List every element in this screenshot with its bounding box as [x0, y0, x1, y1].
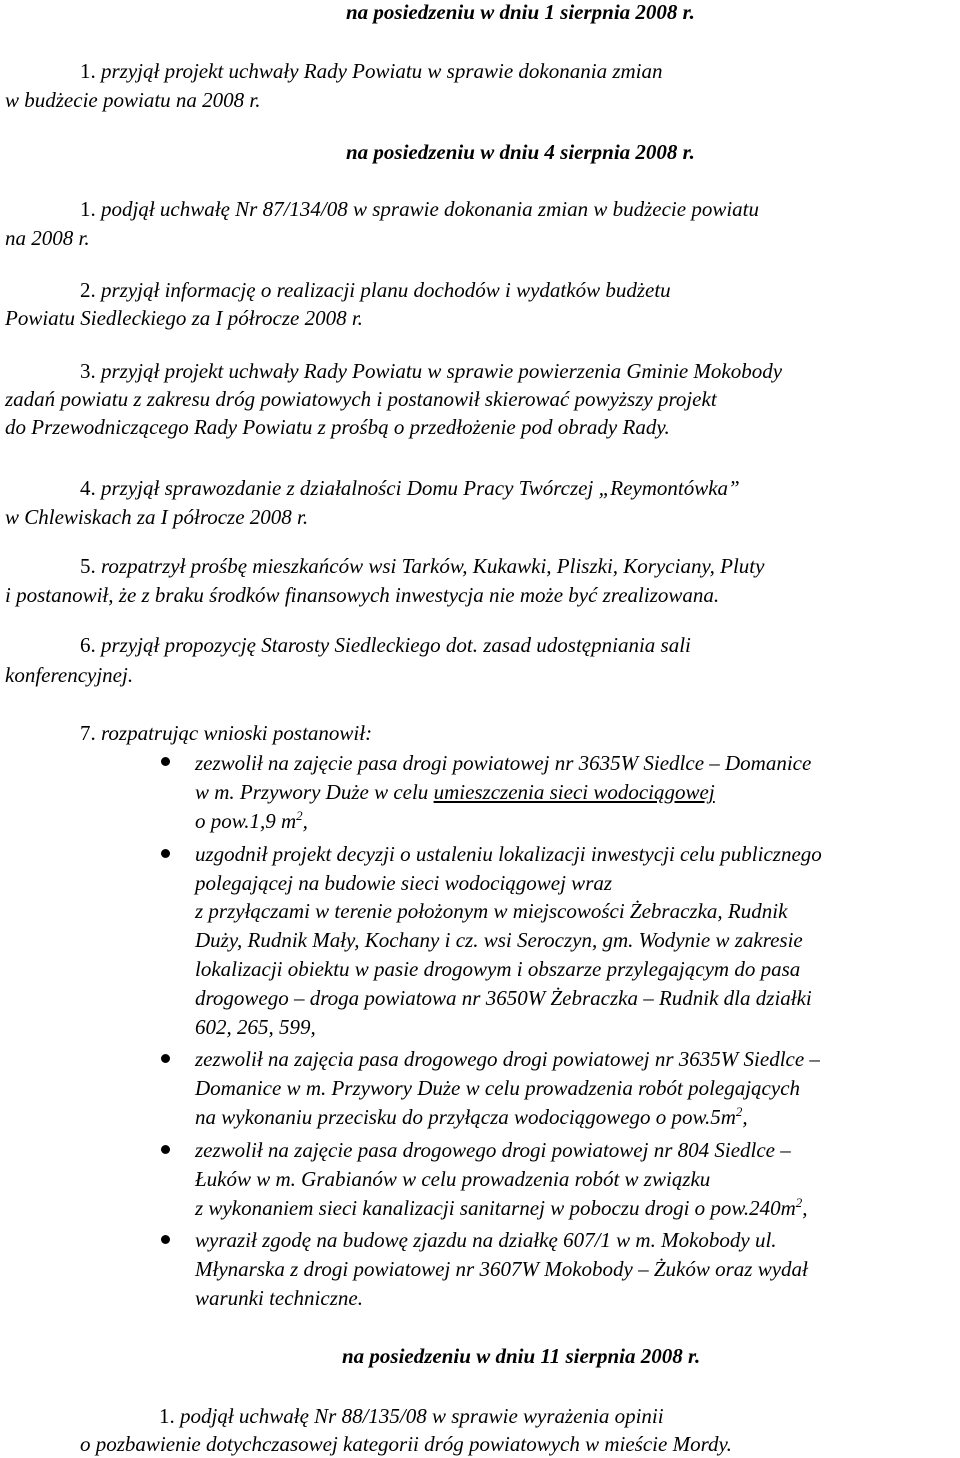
item-number: 1. — [80, 59, 96, 83]
item-number: 7. — [80, 721, 96, 745]
item-number: 2. — [80, 278, 96, 302]
item-text: przyjął projekt uchwały Rady Powiatu w sprawie powierzenia Gminie Mokobody — [95, 359, 783, 383]
item-text: przyjął informację o realizacji planu dochodów i wydatków budżetu — [95, 278, 671, 302]
item-line: konferencyjnej. — [5, 663, 134, 687]
item-line — [159, 1402, 664, 1430]
session-heading: na posiedzeniu w dniu 4 sierpnia 2008 r. — [346, 140, 695, 164]
item-text: przyjął sprawozdanie z działalności Domu Pracy Twórczej „Reymontówka” — [95, 476, 740, 500]
item-line — [80, 552, 764, 580]
item-number: 3. — [80, 359, 96, 383]
bullet-icon — [161, 757, 170, 766]
bullet-line: warunki techniczne. — [195, 1286, 363, 1310]
session-heading: na posiedzeniu w dniu 1 sierpnia 2008 r. — [346, 0, 695, 24]
bullet-line: uzgodnił projekt decyzji o ustaleniu lokalizacji inwestycji celu publicznego — [195, 842, 822, 866]
item-line: i postanowił, że z braku środków finansowych inwestycja nie może być zrealizowana. — [5, 583, 720, 607]
item-text: przyjął propozycję Starosty Siedleckiego dot. zasad udostępniania sali — [95, 633, 691, 657]
bullet-icon — [161, 1235, 170, 1244]
bullet-line: Duży, Rudnik Mały, Kochany i cz. wsi Seroczyn, gm. Wodynie w zakresie — [195, 928, 803, 952]
item-number: 4. — [80, 476, 96, 500]
item-text: przyjął projekt uchwały Rady Powiatu w sprawie dokonania zmian — [95, 59, 663, 83]
item-line: do Przewodniczącego Rady Powiatu z prośbą o przedłożenie pod obrady Rady. — [5, 415, 670, 439]
superscript: 2 — [296, 808, 303, 823]
item-line — [80, 474, 740, 502]
bullet-line: zezwolił na zajęcie pasa drogowego drogi powiatowej nr 804 Siedlce – — [195, 1138, 791, 1162]
bullet-line: 602, 265, 599, — [195, 1015, 316, 1039]
bullet-line: z przyłączami w terenie położonym w miejscowości Żebraczka, Rudnik — [195, 899, 788, 923]
item-text: rozpatrując wnioski postanowił: — [95, 721, 373, 745]
bullet-text: z wykonaniem sieci kanalizacji sanitarnej w poboczu drogi o pow.240m — [195, 1196, 796, 1220]
item-text: rozpatrzył prośbę mieszkańców wsi Tarków, Kukawki, Pliszki, Koryciany, Pluty — [95, 554, 765, 578]
item-line — [80, 719, 372, 747]
bullet-line: Młynarska z drogi powiatowej nr 3607W Mokobody – Żuków oraz wydał — [195, 1257, 808, 1281]
bullet-text: , — [302, 809, 308, 833]
bullet-text: na wykonaniu przecisku do przyłącza wodociągowego o pow.5m — [195, 1105, 736, 1129]
item-line: w budżecie powiatu na 2008 r. — [5, 88, 261, 112]
item-line: zadań powiatu z zakresu dróg powiatowych i postanowił skierować powyższy projekt — [5, 387, 717, 411]
item-number: 1. — [80, 197, 96, 221]
item-number: 5. — [80, 554, 96, 578]
bullet-line — [195, 1194, 808, 1222]
item-line — [80, 276, 671, 304]
item-line — [80, 57, 663, 85]
item-line: w Chlewiskach za I półrocze 2008 r. — [5, 505, 309, 529]
session-heading: na posiedzeniu w dniu 11 sierpnia 2008 r. — [342, 1344, 701, 1368]
bullet-text: , — [802, 1196, 808, 1220]
bullet-line — [195, 1103, 748, 1131]
bullet-line — [195, 807, 308, 835]
bullet-line: lokalizacji obiektu w pasie drogowym i obszarze przylegającym do pasa — [195, 957, 801, 981]
item-number: 6. — [80, 633, 96, 657]
item-text: podjął uchwałę Nr 88/135/08 w sprawie wyrażenia opinii — [174, 1404, 664, 1428]
bullet-line: Domanice w m. Przywory Duże w celu prowadzenia robót polegających — [195, 1076, 801, 1100]
bullet-line: polegającej na budowie sieci wodociągowej wraz — [195, 871, 613, 895]
bullet-line: zezwolił na zajęcia pasa drogowego drogi powiatowej nr 3635W Siedlce – — [195, 1047, 820, 1071]
item-line — [80, 195, 759, 223]
bullet-icon — [161, 1145, 170, 1154]
bullet-line: wyraził zgodę na budowę zjazdu na działkę 607/1 w m. Mokobody ul. — [195, 1228, 777, 1252]
item-line — [80, 631, 691, 659]
bullet-text: , — [742, 1105, 748, 1129]
item-line: na 2008 r. — [5, 226, 90, 250]
item-text: podjął uchwałę Nr 87/134/08 w sprawie dokonania zmian w budżecie powiatu — [95, 197, 759, 221]
bullet-text: o pow.1,9 m — [195, 809, 297, 833]
bullet-line: Łuków w m. Grabianów w celu prowadzenia robót w związku — [195, 1167, 711, 1191]
bullet-icon — [161, 1054, 170, 1063]
item-line: Powiatu Siedleckiego za I półrocze 2008 r. — [5, 306, 363, 330]
bullet-text: w m. Przywory Duże w celu — [195, 780, 434, 804]
bullet-line: zezwolił na zajęcie pasa drogi powiatowej nr 3635W Siedlce – Domanice — [195, 751, 812, 775]
item-line: o pozbawienie dotychczasowej kategorii dróg powiatowych w mieście Mordy. — [80, 1432, 732, 1456]
item-number: 1. — [159, 1404, 175, 1428]
bullet-icon — [161, 849, 170, 858]
superscript: 2 — [795, 1195, 803, 1210]
item-line — [80, 357, 782, 385]
underlined-text: umieszczenia sieci wodociągowej — [433, 780, 715, 804]
bullet-line: drogowego – droga powiatowa nr 3650W Żebraczka – Rudnik dla działki — [195, 986, 812, 1010]
superscript: 2 — [735, 1104, 743, 1119]
bullet-line — [195, 778, 715, 806]
